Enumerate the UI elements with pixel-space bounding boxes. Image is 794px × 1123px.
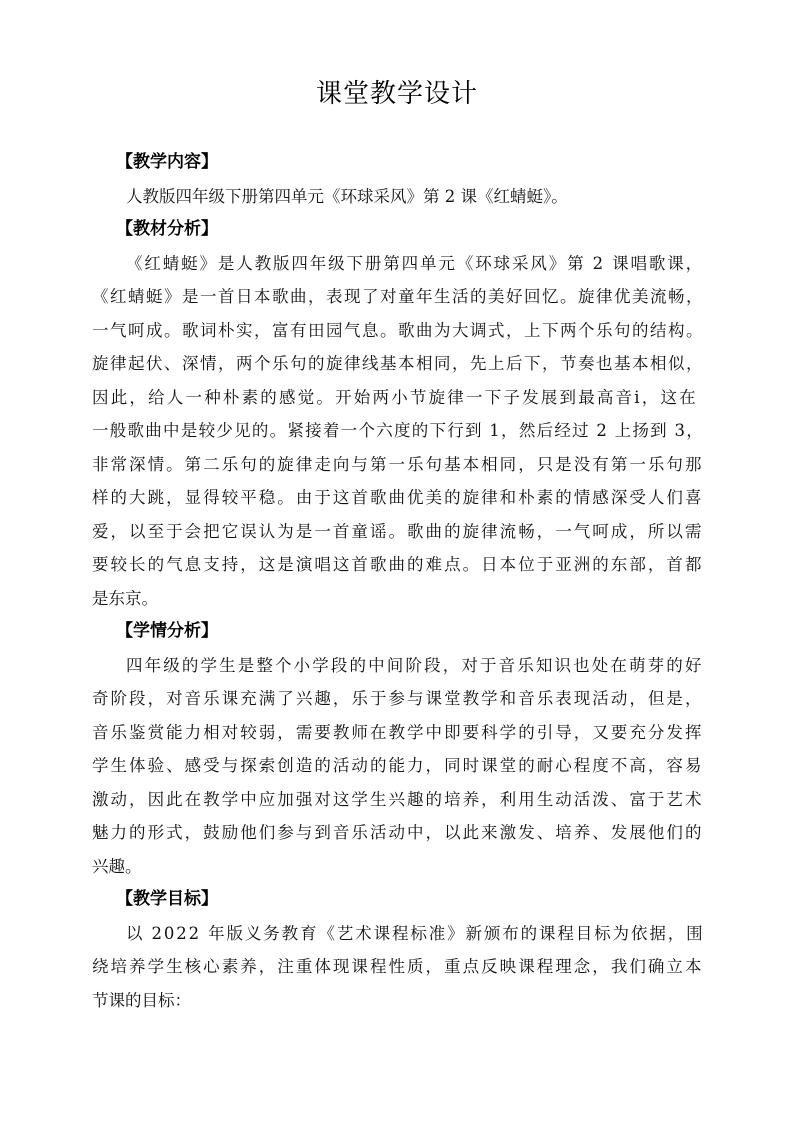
paragraph-line: 一气呵成。歌词朴实，富有田园气息。歌曲为大调式，上下两个乐句的结构。 (92, 320, 704, 340)
paragraph-line: 非常深情。第二乐句的旋律走向与第一乐句基本相同，只是没有第一乐句那 (92, 454, 704, 474)
paragraph-line: 奇阶段，对音乐课充满了兴趣，乐于参与课堂教学和音乐表现活动，但是， (92, 689, 704, 708)
paragraph-line: 《红蜻蜓》是人教版四年级下册第四单元《环球采风》第 2 课唱歌课， (126, 253, 704, 273)
paragraph-line: 激动，因此在教学中应加强对这学生兴趣的培养，利用生动活泼、富于艺术 (92, 789, 704, 809)
section-heading-student-analysis: 【学情分析】 (116, 621, 218, 641)
paragraph-line: 兴趣。 (92, 856, 142, 876)
paragraph-line: 音乐鉴赏能力相对较弱，需要教师在教学中即要科学的引导，又要充分发挥 (92, 722, 704, 742)
paragraph-line: 绕培养学生核心素养，注重体现课程性质，重点反映课程理念，我们确立本 (92, 957, 704, 976)
paragraph-line: 是东京。 (92, 588, 158, 608)
paragraph-line: 学生体验、感受与探索创造的活动的能力，同时课堂的耐心程度不高，容易 (92, 756, 704, 775)
paragraph-line: 要较长的气息支持，这是演唱这首歌曲的难点。日本位于亚洲的东部，首都 (92, 555, 704, 574)
section-paragraph-content (92, 180, 704, 214)
section-paragraph-student-analysis (92, 649, 704, 884)
paragraph-line: 旋律起伏、深情，两个乐句的旋律线基本相同，先上后下，节奏也基本相似， (92, 354, 704, 373)
paragraph-line: 样的大跳，显得较平稳。由于这首歌曲优美的旋律和朴素的情感深受人们喜 (92, 488, 704, 507)
paragraph-line: 一般歌曲中是较少见的。紧接着一个六度的下行到 1，然后经过 2 上扬到 3， (92, 421, 704, 440)
paragraph-line: 爱，以至于会把它误认为是一首童谣。歌曲的旋律流畅，一气呵成，所以需 (92, 521, 704, 541)
paragraph-line: 因此，给人一种朴素的感觉。开始两小节旋律一下子发展到最高音i，这在 (92, 387, 698, 407)
paragraph-line: 以 2022 年版义务教育《艺术课程标准》新颁布的课程目标为依据，围 (126, 923, 705, 943)
paragraph-line: 节课的目标： (92, 990, 191, 1010)
page-title: 课堂教学设计 (315, 79, 478, 109)
section-paragraph-material-analysis (92, 247, 704, 616)
section-heading-material-analysis: 【教材分析】 (116, 219, 218, 239)
paragraph-line: 四年级的学生是整个小学段的中间阶段，对于音乐知识也处在萌芽的好 (126, 655, 704, 675)
paragraph-line: 《红蜻蜓》是一首日本歌曲，表现了对童年生活的美好回忆。旋律优美流畅， (92, 287, 704, 306)
section-heading-objectives: 【教学目标】 (116, 889, 218, 909)
paragraph-line: 人教版四年级下册第四单元《环球采风》第 2 课《红蜻蜓》。 (126, 186, 568, 206)
section-paragraph-objectives (92, 917, 704, 1018)
paragraph-line: 魅力的形式，鼓励他们参与到音乐活动中，以此来激发、培养、发展他们的 (92, 823, 704, 842)
section-heading-content: 【教学内容】 (116, 152, 218, 172)
document-body (92, 146, 704, 1017)
